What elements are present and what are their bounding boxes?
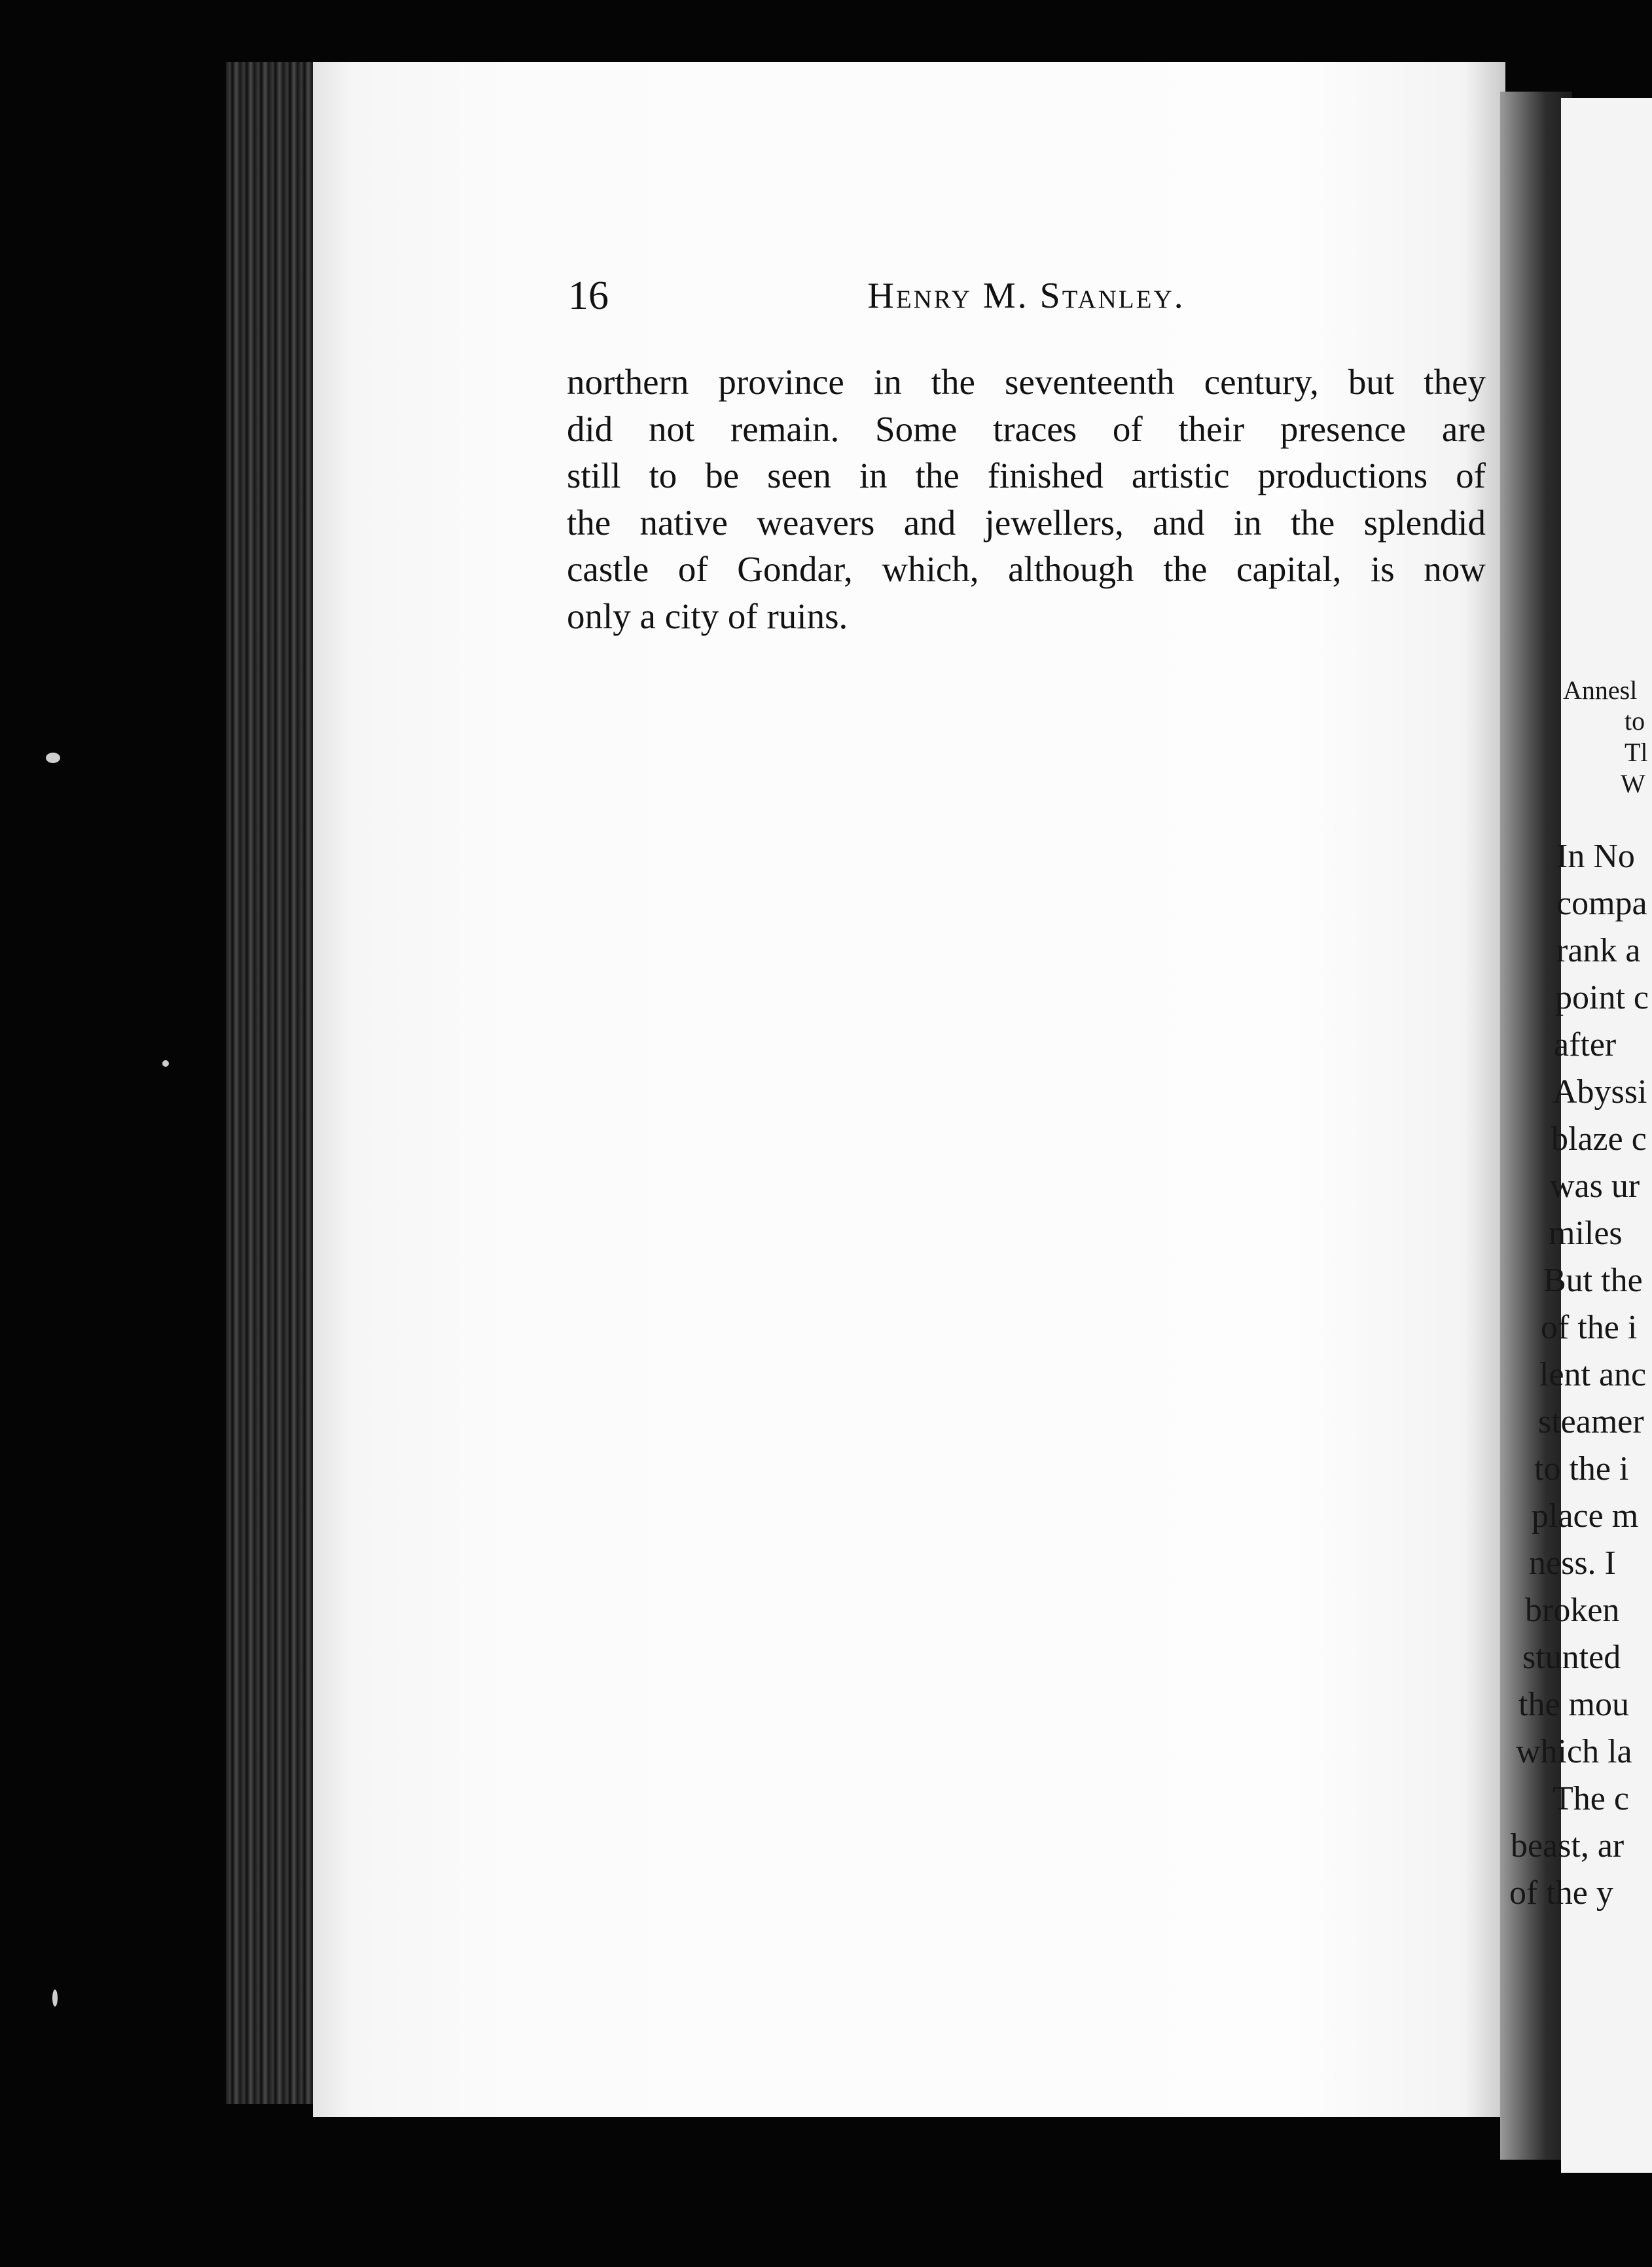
right-page-body-line: Abyssi — [1553, 1073, 1647, 1111]
right-page-body-line: But the — [1543, 1262, 1643, 1299]
right-page-caption-line: Annesl — [1563, 675, 1638, 705]
right-page-body-line: ness. I — [1529, 1544, 1616, 1582]
right-page-body-line: which la — [1516, 1733, 1632, 1770]
dust-speck — [52, 1990, 58, 2007]
running-title: Henry M. Stanley. — [867, 276, 1185, 316]
text-line: the native weavers and jewellers, and in the splendid — [567, 502, 1486, 543]
right-page-body-line: after — [1554, 1026, 1617, 1063]
right-page-body-line: miles — [1549, 1215, 1623, 1252]
right-page-body-line: The c — [1553, 1780, 1629, 1817]
right-page-body-line: the mou — [1518, 1686, 1629, 1723]
right-page-body-line: to the i — [1534, 1450, 1629, 1488]
right-page-body-line: place m — [1532, 1497, 1639, 1535]
right-page-body-line: point c — [1555, 979, 1649, 1016]
right-page-body-line: stunted — [1522, 1639, 1621, 1676]
right-page-caption-line: W — [1621, 769, 1645, 798]
dust-speck — [162, 1060, 169, 1067]
text-line: northern province in the seventeenth century, but they — [567, 362, 1486, 402]
running-head — [568, 270, 1484, 322]
page-edges — [226, 62, 324, 2104]
right-page-body-line: was ur — [1550, 1168, 1640, 1205]
right-page-body-line: lent anc — [1539, 1356, 1647, 1393]
right-page-caption-line: Tl — [1625, 738, 1648, 767]
right-page-body-line: of the y — [1509, 1874, 1613, 1912]
body-paragraph — [567, 359, 1486, 639]
right-page-body-line: broken — [1525, 1592, 1620, 1629]
right-page-body-line: of the i — [1541, 1309, 1638, 1346]
page-number: 16 — [568, 274, 609, 318]
right-page-body-line: steamer — [1538, 1403, 1644, 1440]
text-line: did not remain. Some traces of their presence are — [567, 408, 1486, 449]
right-page-caption-line: to — [1625, 706, 1645, 736]
right-page-body-line: In No — [1556, 838, 1635, 875]
text-line: only a city of ruins. — [567, 596, 848, 636]
dust-speck — [46, 753, 60, 763]
text-line: still to be seen in the finished artistic productions of — [567, 455, 1486, 495]
right-page-body-line: blaze c — [1551, 1120, 1647, 1158]
right-page-body-line: beast, ar — [1511, 1827, 1625, 1865]
right-page-body-line: compa — [1556, 885, 1647, 922]
text-line: castle of Gondar, which, although the capital, is now — [567, 549, 1486, 589]
right-page-body-line: rank a — [1556, 932, 1641, 969]
